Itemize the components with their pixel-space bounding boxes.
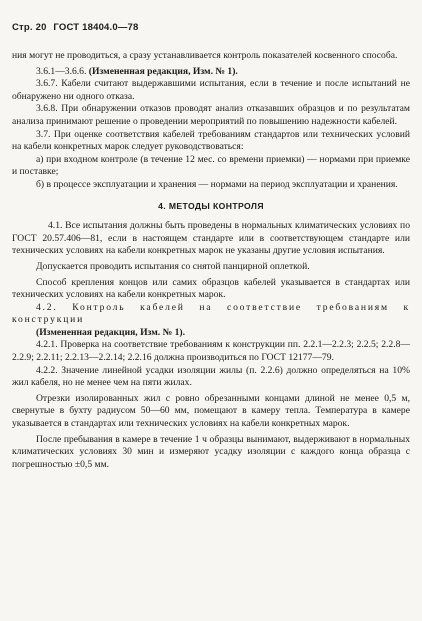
paragraph-3-6-8: 3.6.8. При обнаружении отказов проводят анализ отказавших образцов и по результатам анализа принимают решение о проведении мероприятий по повышению надежности кабелей.: [12, 103, 410, 127]
clause-range: 3.6.1—3.6.6.: [36, 65, 87, 77]
paragraph-4-2: 4.2. Контроль кабелей на соответствие требованиям к конструкции: [12, 301, 410, 326]
paragraph-3-7-a: а) при входном контроле (в течение 12 мес. со времени приемки) — нормами при приемке и поставке;: [12, 153, 410, 178]
section-title: 4. МЕТОДЫ КОНТРОЛЯ: [158, 200, 264, 211]
paragraph-4-1-fixing: Способ крепления концов или самих образцов кабелей указывается в стандартах или технических условиях на кабели конкретных марок.: [12, 276, 410, 301]
paragraph-3-6-7: 3.6.7. Кабели считают выдержавшими испытания, если в течение и после испытаний не обнаружено ни одного отказа.: [12, 78, 410, 102]
paragraph-3-6-1: [12, 66, 410, 79]
paragraph-3-7: 3.7. При оценке соответствия кабелей требованиям стандартов или технических условий на кабели конкретных марок следует руководствоваться:: [12, 128, 410, 153]
paragraph-continuation: ния могут не проводиться, а сразу устанавливается контроль показателей косвенного способа.: [12, 50, 398, 61]
paragraph-4-1: 4.1. Все испытания должны быть проведены в нормальных климатических условиях по ГОСТ 20.57.406—81, если в настоящем стандарте или в соответствующем стандарте или технических условиях на кабели конкретных марок не указаны другие условия испытания.: [12, 220, 410, 257]
paragraph-4-2-2-samples: Отрезки изолированных жил с ровно обрезанными концами длиной не менее 0,5 м, свернутые в бухту радиусом 50—60 мм, помещают в камеру тепла. Температура в камере указывается в стандартах или технических условиях на кабели конкретных марок.: [12, 392, 410, 430]
page-number: Стр. 20: [12, 22, 47, 33]
page-header: [12, 22, 143, 33]
paragraph-4-2-2-measure: После пребывания в камере в течение 1 ч образцы вынимают, выдерживают в нормальных климатических условиях 30 мин и измеряют усадку изоляции с каждого конца образца с погрешностью ±0,5 мм.: [12, 433, 410, 470]
paragraph-4-2-1: 4.2.1. Проверка на соответствие требованиям к конструкции пп. 2.2.1—2.2.3; 2.2.5; 2.2.8—2.2.9; 2.2.11; 2.2.13—2.2.14; 2.2.16 должна производиться по ГОСТ 12177—79.: [12, 339, 410, 364]
amendment-note-4-2: (Измененная редакция, Изм. № 1).: [36, 326, 186, 338]
paragraph-4-1-note: Допускается проводить испытания со снятой панцирной оплеткой.: [36, 260, 310, 272]
document-body: [12, 50, 410, 471]
standard-id: ГОСТ 18404.0—78: [53, 22, 139, 33]
paragraph-4-2-2: 4.2.2. Значение линейной усадки изоляции жилы (п. 2.2.6) должно определяться на 10% жил кабеля, но не менее чем на пяти жилах.: [12, 364, 410, 389]
paragraph-3-7-b: б) в процессе эксплуатации и хранения — нормами на период эксплуатации и хранения.: [36, 178, 398, 190]
amendment-note: (Измененная редакция, Изм. № 1).: [88, 65, 238, 77]
